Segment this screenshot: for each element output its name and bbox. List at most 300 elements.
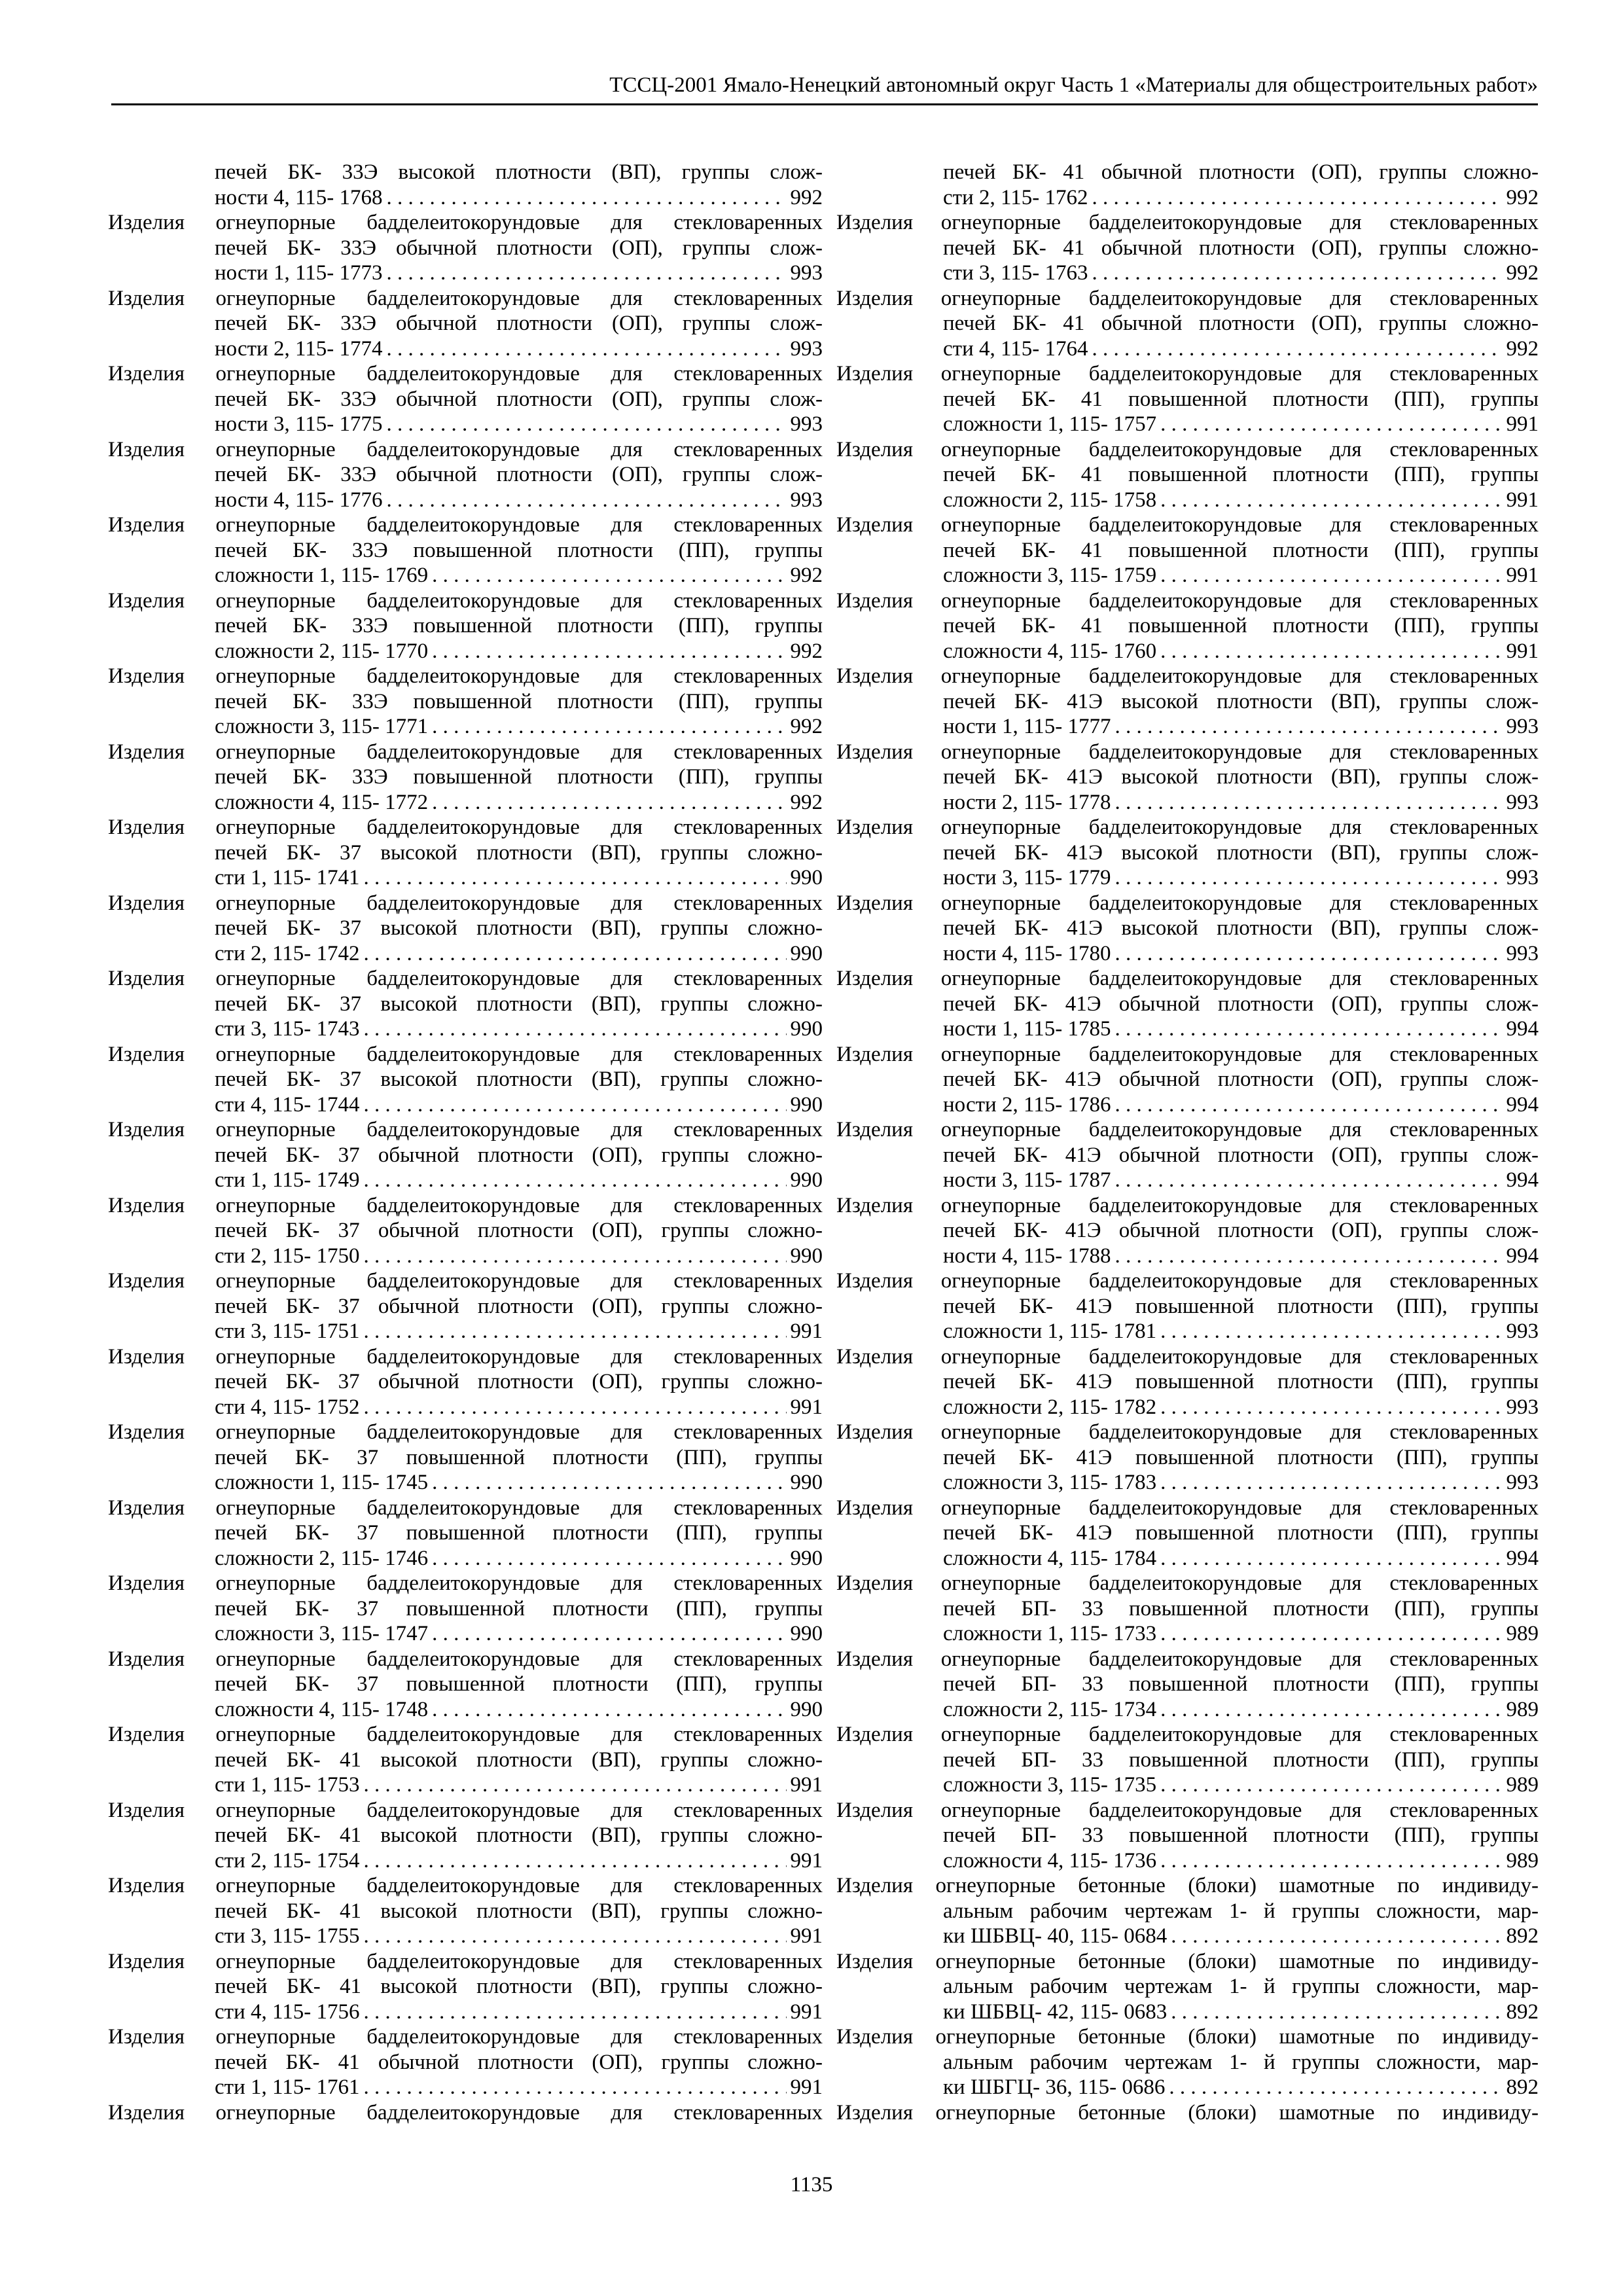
entry-last-line	[108, 1016, 823, 1042]
index-entry	[108, 1873, 823, 1949]
entry-code: сти 2, 115- 1754	[215, 1848, 360, 1873]
entry-page-ref: 993	[1506, 715, 1539, 738]
index-column-right	[836, 160, 1539, 2125]
entry-page-ref: 994	[1506, 1092, 1539, 1117]
entry-line: Изделия огнеупорные бетонные (блоки) шамотные по индивиду-	[836, 1874, 1539, 1897]
entry-line: Изделия огнеупорные бадделеитокорундовые для стекловаренных	[108, 1118, 823, 1141]
dot-leader	[364, 2075, 787, 2100]
entry-page-ref: 992	[790, 639, 823, 663]
dot-leader	[432, 790, 786, 816]
entry-line: Изделия огнеупорные бадделеитокорундовые для стекловаренных	[836, 1571, 1539, 1595]
entry-page-ref: 989	[1506, 1622, 1539, 1645]
entry-code: сти 4, 115- 1756	[215, 2000, 360, 2024]
entry-line: печей БК- 41 высокой плотности (ВП), группы сложно-	[215, 1975, 823, 1998]
entry-line: печей БК- 41Э обычной плотности (ОП), группы слож-	[943, 1067, 1539, 1091]
entry-last-line	[836, 1016, 1539, 1042]
entry-line: Изделия огнеупорные бадделеитокорундовые для стекловаренных	[836, 816, 1539, 839]
entry-last-line	[108, 639, 823, 664]
dot-leader	[432, 1697, 786, 1723]
entry-code: ности 4, 115- 1776	[215, 488, 383, 512]
entry-page-ref: 990	[790, 866, 823, 889]
entry-page-ref: 990	[790, 1092, 823, 1117]
entry-page-ref: 990	[790, 1546, 823, 1570]
dot-leader	[432, 1546, 786, 1571]
entry-line: Изделия огнеупорные бадделеитокорундовые для стекловаренных	[108, 1647, 823, 1671]
entry-line: печей БК- 37 обычной плотности (ОП), группы сложно-	[215, 1294, 823, 1318]
entry-line: печей БК- 33Э обычной плотности (ОП), группы слож-	[215, 463, 823, 486]
index-entry	[108, 437, 823, 513]
entry-line: печей БК- 41Э повышенной плотности (ПП), группы	[943, 1445, 1539, 1469]
index-entry	[836, 1798, 1539, 1874]
index-entry	[108, 740, 823, 816]
entry-last-line	[836, 1621, 1539, 1647]
entry-page-ref: 991	[1506, 488, 1539, 512]
entry-code: сти 4, 115- 1752	[215, 1395, 360, 1419]
entry-line: Изделия огнеупорные бадделеитокорундовые для стекловаренных	[836, 1420, 1539, 1444]
index-entry	[836, 966, 1539, 1042]
index-column-left	[108, 160, 823, 2125]
entry-last-line	[836, 336, 1539, 362]
dot-leader	[1160, 1546, 1502, 1571]
entry-code: сложности 2, 115- 1746	[215, 1546, 429, 1570]
entry-line: Изделия огнеупорные бадделеитокорундовые для стекловаренных	[836, 1344, 1539, 1369]
index-entry	[108, 1420, 823, 1496]
entry-line: печей БК- 37 высокой плотности (ВП), группы сложно-	[215, 992, 823, 1016]
entry-line: Изделия огнеупорные бадделеитокорундовые для стекловаренных	[836, 1496, 1539, 1520]
index-entry	[108, 286, 823, 362]
entry-code: сложности 1, 115- 1745	[215, 1471, 429, 1494]
entry-code: ки ШБГЦ- 36, 115- 0686	[943, 2075, 1166, 2099]
entry-page-ref: 994	[1506, 1168, 1539, 1192]
index-entry	[108, 1268, 823, 1344]
dot-leader	[1160, 1697, 1502, 1723]
entry-last-line	[108, 563, 823, 588]
dot-leader	[1160, 1470, 1502, 1496]
dot-leader	[1160, 1621, 1502, 1647]
entry-code: ности 4, 115- 1780	[943, 941, 1111, 965]
entry-line: печей БК- 37 обычной плотности (ОП), группы сложно-	[215, 1370, 823, 1393]
entry-line: печей БК- 37 повышенной плотности (ПП), группы	[215, 1445, 823, 1469]
index-entry	[836, 1949, 1539, 2025]
entry-code: сложности 1, 115- 1733	[943, 1622, 1157, 1645]
entry-last-line	[836, 1395, 1539, 1420]
entry-line: Изделия огнеупорные бадделеитокорундовые для стекловаренных	[836, 1269, 1539, 1293]
entry-page-ref: 991	[790, 1319, 823, 1343]
dot-leader	[1115, 941, 1502, 967]
entry-code: ки ШБВЦ- 40, 115- 0684	[943, 1924, 1168, 1948]
entry-code: сти 1, 115- 1761	[215, 2075, 360, 2099]
entry-line: печей БК- 33Э повышенной плотности (ПП), группы	[215, 765, 823, 789]
entry-code: сложности 1, 115- 1781	[943, 1319, 1157, 1343]
entry-code: ности 2, 115- 1774	[215, 336, 383, 361]
entry-page-ref: 990	[790, 1622, 823, 1645]
entry-line: печей БК- 41Э повышенной плотности (ПП), группы	[943, 1370, 1539, 1393]
dot-leader	[364, 1092, 787, 1118]
index-entry	[836, 437, 1539, 513]
entry-page-ref: 990	[790, 1471, 823, 1494]
index-entry	[836, 286, 1539, 362]
entry-last-line	[836, 1697, 1539, 1723]
entry-line: печей БК- 37 обычной плотности (ОП), группы сложно-	[215, 1143, 823, 1167]
entry-last-line	[108, 2075, 823, 2100]
index-entry	[108, 361, 823, 437]
entry-line: печей БК- 37 повышенной плотности (ПП), группы	[215, 1521, 823, 1545]
entry-last-line	[108, 336, 823, 362]
index-entry	[836, 1042, 1539, 1118]
index-entry	[108, 966, 823, 1042]
entry-line: Изделия огнеупорные бадделеитокорундовые для стекловаренных	[836, 211, 1539, 234]
entry-code: сложности 1, 115- 1769	[215, 564, 429, 587]
entry-line: печей БК- 41Э обычной плотности (ОП), группы слож-	[943, 1143, 1539, 1167]
entry-line: печей БК- 41Э высокой плотности (ВП), группы слож-	[943, 765, 1539, 789]
entry-line: Изделия огнеупорные бадделеитокорундовые для стекловаренных	[836, 1042, 1539, 1066]
index-entry	[108, 1949, 823, 2025]
entry-line: Изделия огнеупорные бетонные (блоки) шамотные по индивиду-	[836, 2025, 1539, 2049]
dot-leader	[364, 1924, 787, 1949]
entry-code: сти 1, 115- 1753	[215, 1773, 360, 1797]
entry-line: печей БК- 41 высокой плотности (ВП), группы сложно-	[215, 1823, 823, 1847]
entry-code: сти 4, 115- 1744	[215, 1092, 360, 1117]
entry-line: печей БК- 33Э повышенной плотности (ПП), группы	[215, 614, 823, 637]
dot-leader	[1115, 1016, 1502, 1042]
running-header: ТССЦ-2001 Ямало-Ненецкий автономный округ Часть 1 «Материалы для общестроительных работ»	[609, 73, 1538, 97]
index-entry	[108, 1571, 823, 1647]
entry-code: сложности 4, 115- 1748	[215, 1697, 429, 1721]
entry-line: Изделия огнеупорные бадделеитокорундовые для стекловаренных	[108, 1949, 823, 1973]
entry-page-ref: 990	[790, 1244, 823, 1268]
entry-line: альным рабочим чертежам 1- й группы сложности, мар-	[943, 1975, 1539, 1998]
entry-line: печей БК- 41 повышенной плотности (ПП), группы	[943, 538, 1539, 562]
entry-code: сти 3, 115- 1763	[943, 261, 1088, 285]
index-entry	[108, 210, 823, 286]
index-entry	[836, 1722, 1539, 1798]
index-entry	[108, 1344, 823, 1420]
entry-page-ref: 994	[1506, 1546, 1539, 1570]
index-entry	[108, 1193, 823, 1269]
entry-line: Изделия огнеупорные бадделеитокорундовые для стекловаренных	[836, 437, 1539, 461]
index-entry	[836, 1420, 1539, 1496]
index-entry	[836, 1647, 1539, 1723]
entry-line: Изделия огнеупорные бадделеитокорундовые для стекловаренных	[108, 1193, 823, 1217]
entry-page-ref: 993	[790, 412, 823, 436]
index-entry	[836, 160, 1539, 210]
entry-last-line	[836, 1924, 1539, 1949]
dot-leader	[364, 1016, 787, 1042]
entry-last-line	[836, 865, 1539, 891]
entry-code: сложности 2, 115- 1734	[943, 1697, 1157, 1721]
index-entry	[836, 1571, 1539, 1647]
entry-code: сложности 3, 115- 1771	[215, 715, 429, 738]
dot-leader	[1115, 1092, 1502, 1118]
entry-last-line	[836, 1470, 1539, 1496]
entry-last-line	[836, 941, 1539, 967]
entry-page-ref: 991	[1506, 564, 1539, 587]
entry-line: Изделия огнеупорные бадделеитокорундовые для стекловаренных	[108, 2100, 823, 2125]
dot-leader	[364, 1244, 787, 1269]
entry-line: Изделия огнеупорные бетонные (блоки) шамотные по индивиду-	[836, 1949, 1539, 1973]
index-entry	[108, 588, 823, 664]
entry-page-ref: 991	[790, 2000, 823, 2024]
dot-leader	[1160, 563, 1502, 588]
entry-last-line	[836, 260, 1539, 286]
entry-page-ref: 991	[1506, 639, 1539, 663]
dot-leader	[364, 1772, 787, 1798]
dot-leader	[432, 1621, 786, 1647]
index-entry	[108, 1722, 823, 1798]
entry-last-line	[108, 1092, 823, 1118]
entry-code: ки ШБВЦ- 42, 115- 0683	[943, 2000, 1168, 2024]
entry-line: Изделия огнеупорные бадделеитокорундовые для стекловаренных	[108, 1874, 823, 1897]
dot-leader	[1171, 1924, 1502, 1949]
entry-page-ref: 989	[1506, 1848, 1539, 1873]
dot-leader	[1169, 2075, 1502, 2100]
entry-last-line	[108, 1168, 823, 1193]
entry-page-ref: 990	[790, 1697, 823, 1721]
entry-line: печей БК- 33Э обычной плотности (ОП), группы слож-	[215, 312, 823, 335]
entry-last-line	[108, 412, 823, 437]
entry-line: печей БК- 41 обычной плотности (ОП), группы сложно-	[943, 160, 1539, 184]
entry-line: печей БК- 37 повышенной плотности (ПП), группы	[215, 1672, 823, 1696]
entry-page-ref: 993	[790, 488, 823, 512]
entry-last-line	[108, 714, 823, 740]
entry-line: печей БК- 37 повышенной плотности (ПП), группы	[215, 1596, 823, 1621]
entry-page-ref: 990	[790, 1017, 823, 1041]
page-number: 1135	[790, 2173, 833, 2197]
entry-code: ности 1, 115- 1773	[215, 261, 383, 285]
entry-line: печей БК- 37 высокой плотности (ВП), группы сложно-	[215, 1067, 823, 1091]
entry-line: Изделия огнеупорные бадделеитокорундовые для стекловаренных	[108, 967, 823, 990]
dot-leader	[364, 2000, 787, 2025]
entry-line: Изделия огнеупорные бадделеитокорундовые для стекловаренных	[836, 1118, 1539, 1141]
index-entry	[836, 361, 1539, 437]
entry-page-ref: 993	[1506, 1395, 1539, 1419]
entry-line: печей БК- 41 повышенной плотности (ПП), группы	[943, 387, 1539, 411]
index-entry	[836, 891, 1539, 967]
entry-line: печей БК- 41 повышенной плотности (ПП), группы	[943, 463, 1539, 486]
entry-last-line	[836, 412, 1539, 437]
entry-page-ref: 993	[1506, 1471, 1539, 1494]
entry-line: печей БК- 41 обычной плотности (ОП), группы сложно-	[943, 236, 1539, 260]
entry-last-line	[836, 1244, 1539, 1269]
entry-page-ref: 992	[1506, 261, 1539, 285]
entry-line: печей БК- 37 обычной плотности (ОП), группы сложно-	[215, 1219, 823, 1242]
entry-page-ref: 992	[1506, 336, 1539, 361]
index-entry	[836, 664, 1539, 740]
entry-page-ref: 993	[1506, 866, 1539, 889]
entry-last-line	[108, 1319, 823, 1344]
entry-last-line	[108, 790, 823, 816]
dot-leader	[1160, 1848, 1502, 1874]
entry-line: Изделия огнеупорные бадделеитокорундовые для стекловаренных	[836, 891, 1539, 915]
index-entry	[108, 1042, 823, 1118]
dot-leader	[364, 865, 787, 891]
entry-line: Изделия огнеупорные бадделеитокорундовые для стекловаренных	[108, 1420, 823, 1444]
entry-code: сложности 2, 115- 1782	[943, 1395, 1157, 1419]
entry-page-ref: 993	[1506, 941, 1539, 965]
entry-page-ref: 992	[790, 564, 823, 587]
entry-page-ref: 991	[790, 1848, 823, 1873]
entry-last-line	[108, 1244, 823, 1269]
entry-line: печей БК- 41Э повышенной плотности (ПП), группы	[943, 1294, 1539, 1318]
entry-line: Изделия огнеупорные бадделеитокорундовые для стекловаренных	[108, 1496, 823, 1520]
index-entry	[836, 512, 1539, 588]
dot-leader	[1160, 639, 1502, 664]
dot-leader	[386, 336, 786, 362]
entry-line: печей БК- 41Э высокой плотности (ВП), группы слож-	[943, 916, 1539, 940]
entry-line: Изделия огнеупорные бадделеитокорундовые для стекловаренных	[836, 286, 1539, 310]
index-entry	[108, 512, 823, 588]
dot-leader	[432, 1470, 786, 1496]
index-entry	[108, 815, 823, 891]
entry-page-ref: 993	[790, 261, 823, 285]
entry-line: Изделия огнеупорные бадделеитокорундовые для стекловаренных	[836, 967, 1539, 990]
dot-leader	[1115, 1244, 1502, 1269]
entry-line: печей БК- 41 высокой плотности (ВП), группы сложно-	[215, 1748, 823, 1772]
entry-code: сти 3, 115- 1751	[215, 1319, 360, 1343]
index-entry	[108, 891, 823, 967]
dot-leader	[1115, 865, 1502, 891]
entry-line: Изделия огнеупорные бадделеитокорундовые для стекловаренных	[836, 740, 1539, 764]
dot-leader	[1160, 1395, 1502, 1420]
dot-leader	[386, 260, 786, 286]
entry-page-ref: 991	[790, 1773, 823, 1797]
entry-last-line	[108, 2000, 823, 2025]
entry-last-line	[836, 2075, 1539, 2100]
entry-code: сти 1, 115- 1749	[215, 1168, 360, 1192]
entry-line: печей БК- 37 высокой плотности (ВП), группы сложно-	[215, 916, 823, 940]
header-rule	[111, 103, 1538, 105]
entry-page-ref: 992	[790, 790, 823, 814]
entry-line: Изделия огнеупорные бадделеитокорундовые для стекловаренных	[108, 588, 823, 613]
entry-code: сложности 4, 115- 1736	[943, 1848, 1157, 1873]
index-entry	[108, 1117, 823, 1193]
entry-last-line	[836, 1546, 1539, 1571]
dot-leader	[364, 1848, 787, 1874]
entry-page-ref: 991	[1506, 412, 1539, 436]
index-entry	[836, 2100, 1539, 2126]
entry-line: печей БП- 33 повышенной плотности (ПП), группы	[943, 1672, 1539, 1696]
entry-last-line	[108, 1546, 823, 1571]
dot-leader	[1115, 714, 1502, 740]
entry-last-line	[836, 1092, 1539, 1118]
entry-page-ref: 991	[790, 2075, 823, 2099]
entry-code: сти 3, 115- 1743	[215, 1017, 360, 1041]
entry-last-line	[108, 1470, 823, 1496]
entry-page-ref: 993	[1506, 1319, 1539, 1343]
entry-code: сти 3, 115- 1755	[215, 1924, 360, 1948]
entry-line: Изделия огнеупорные бадделеитокорундовые для стекловаренных	[108, 1042, 823, 1066]
index-entry	[836, 1117, 1539, 1193]
entry-last-line	[836, 714, 1539, 740]
entry-line: печей БК- 41Э высокой плотности (ВП), группы слож-	[943, 689, 1539, 713]
entry-code: сложности 2, 115- 1770	[215, 639, 429, 663]
index-entry	[836, 210, 1539, 286]
entry-code: ности 3, 115- 1779	[943, 866, 1111, 889]
entry-code: сложности 3, 115- 1783	[943, 1471, 1157, 1494]
index-entry	[836, 740, 1539, 816]
entry-last-line	[108, 185, 823, 211]
entry-line: Изделия огнеупорные бадделеитокорундовые для стекловаренных	[108, 1798, 823, 1822]
entry-code: сложности 4, 115- 1784	[943, 1546, 1157, 1570]
index-entry	[108, 2024, 823, 2100]
index-entry	[836, 1496, 1539, 1571]
entry-code: сложности 4, 115- 1760	[943, 639, 1157, 663]
entry-line: Изделия огнеупорные бадделеитокорундовые для стекловаренных	[108, 664, 823, 688]
dot-leader	[1160, 488, 1502, 513]
entry-page-ref: 994	[1506, 1017, 1539, 1041]
dot-leader	[1160, 1772, 1502, 1798]
entry-page-ref: 994	[1506, 1244, 1539, 1268]
entry-line: печей БК- 33Э обычной плотности (ОП), группы слож-	[215, 236, 823, 260]
dot-leader	[1160, 1319, 1502, 1344]
dot-leader	[386, 185, 786, 211]
dot-leader	[364, 1395, 787, 1420]
entry-code: ности 3, 115- 1787	[943, 1168, 1111, 1192]
entry-line: Изделия огнеупорные бадделеитокорундовые для стекловаренных	[836, 1723, 1539, 1746]
entry-code: ности 2, 115- 1786	[943, 1092, 1111, 1117]
entry-line: печей БК- 41 обычной плотности (ОП), группы сложно-	[215, 2050, 823, 2074]
dot-leader	[1115, 790, 1502, 816]
entry-page-ref: 993	[790, 336, 823, 361]
entry-line: Изделия огнеупорные бадделеитокорундовые для стекловаренных	[836, 513, 1539, 537]
entry-line: Изделия огнеупорные бадделеитокорундовые для стекловаренных	[108, 1723, 823, 1746]
entry-last-line	[836, 1772, 1539, 1798]
entry-last-line	[836, 2000, 1539, 2025]
entry-page-ref: 892	[1506, 1924, 1539, 1948]
entry-line: Изделия огнеупорные бадделеитокорундовые для стекловаренных	[836, 664, 1539, 688]
entry-code: ности 1, 115- 1777	[943, 715, 1111, 738]
entry-page-ref: 992	[790, 715, 823, 738]
entry-code: ности 2, 115- 1778	[943, 790, 1111, 814]
dot-leader	[364, 941, 787, 967]
entry-last-line	[836, 488, 1539, 513]
dot-leader	[1092, 260, 1503, 286]
entry-line: Изделия огнеупорные бадделеитокорундовые для стекловаренных	[108, 1571, 823, 1595]
entry-code: сти 2, 115- 1750	[215, 1244, 360, 1268]
entry-code: ности 4, 115- 1788	[943, 1244, 1111, 1268]
entry-page-ref: 892	[1506, 2000, 1539, 2024]
entry-last-line	[836, 1848, 1539, 1874]
index-entry	[836, 815, 1539, 891]
entry-page-ref: 993	[1506, 790, 1539, 814]
entry-code: сти 2, 115- 1762	[943, 185, 1088, 209]
entry-code: сложности 3, 115- 1747	[215, 1622, 429, 1645]
entry-last-line	[108, 1924, 823, 1949]
entry-line: печей БК- 41Э обычной плотности (ОП), группы слож-	[943, 992, 1539, 1016]
entry-last-line	[108, 1772, 823, 1798]
entry-line: печей БП- 33 повышенной плотности (ПП), группы	[943, 1596, 1539, 1621]
entry-line: Изделия огнеупорные бадделеитокорундовые для стекловаренных	[108, 286, 823, 310]
dot-leader	[386, 412, 786, 437]
entry-last-line	[836, 790, 1539, 816]
entry-line: Изделия огнеупорные бадделеитокорундовые для стекловаренных	[108, 740, 823, 764]
entry-last-line	[836, 639, 1539, 664]
entry-code: сложности 1, 115- 1757	[943, 412, 1157, 436]
dot-leader	[1171, 2000, 1502, 2025]
entry-last-line	[836, 185, 1539, 211]
entry-line: печей БК- 41Э повышенной плотности (ПП), группы	[943, 1521, 1539, 1545]
entry-last-line	[108, 1395, 823, 1420]
entry-line: Изделия огнеупорные бетонные (блоки) шамотные по индивиду-	[836, 2100, 1539, 2125]
entry-page-ref: 991	[790, 1395, 823, 1419]
entry-line: Изделия огнеупорные бадделеитокорундовые для стекловаренных	[108, 816, 823, 839]
entry-code: ности 3, 115- 1775	[215, 412, 383, 436]
entry-code: сти 1, 115- 1741	[215, 866, 360, 889]
entry-page-ref: 990	[790, 941, 823, 965]
entry-line: Изделия огнеупорные бадделеитокорундовые для стекловаренных	[108, 362, 823, 386]
index-entry	[108, 664, 823, 740]
entry-line: Изделия огнеупорные бадделеитокорундовые для стекловаренных	[836, 1193, 1539, 1217]
